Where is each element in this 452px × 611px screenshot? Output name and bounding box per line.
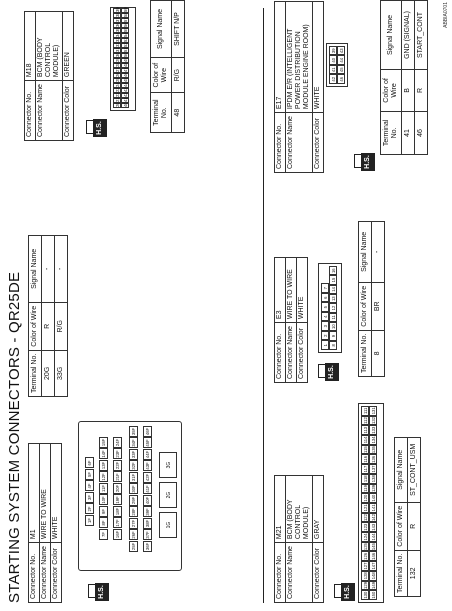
pin-cell: 149 (371, 581, 376, 589)
connector-no: M21 (275, 476, 286, 543)
label: Connector Color (297, 323, 308, 383)
connector-no: M18 (25, 12, 36, 81)
pin-cell: 11 (329, 313, 337, 322)
pin-cell: 137 (371, 465, 376, 473)
pin-cell: 138 (371, 475, 376, 483)
pin-cell: 2G (159, 482, 177, 508)
signal-cell: - (42, 235, 55, 302)
pin-cell: 126 (363, 552, 368, 560)
pin-cell: 21F (115, 473, 120, 481)
connector-color: WHITE (51, 444, 62, 543)
pin-row (361, 406, 369, 600)
pin-cell: 24 (115, 82, 120, 87)
pin-cell: 3 (321, 322, 329, 332)
label: Connector Color (313, 113, 324, 173)
col-color: Color of Wire (29, 302, 42, 350)
pin-cell: 43 (337, 46, 345, 56)
connector-m18-diagram (110, 7, 136, 111)
pin-cell: 119 (363, 485, 368, 492)
pin-cell: 117 (363, 465, 368, 473)
pin-cell: 24F (115, 438, 120, 447)
pin-cell: 127 (363, 562, 368, 570)
label: Connector No. (275, 113, 286, 173)
pin-cell: 124 (363, 533, 368, 541)
pin-cell: 118 (363, 475, 368, 483)
label: Connector Color (63, 81, 74, 141)
connector-e17-panel (274, 1, 324, 173)
pin-cell: 8 (329, 341, 337, 350)
figure-id: ABBIA0701 (443, 2, 449, 28)
col-signal: Signal Name (381, 1, 402, 70)
terminal-cell: 20G (42, 350, 55, 396)
col-color: Color of Wire (395, 502, 408, 550)
pin-cell: 141 (371, 504, 376, 512)
pin-cell: 29 (115, 57, 120, 62)
connector-e3-panel (274, 257, 308, 383)
pin-cell: 32 (115, 42, 120, 47)
connector-no: E17 (275, 2, 286, 113)
pin-cell: 10F (101, 496, 106, 504)
connector-m1-signal-panel (28, 235, 68, 397)
pin-cell: 144 (371, 533, 376, 541)
label: Connector Name (36, 81, 63, 141)
pin-cell: 6 (321, 293, 329, 303)
pin-cell: 40 (123, 102, 128, 107)
harness-side-icon: H.S. (354, 151, 376, 171)
wire-color-cell: R (42, 302, 55, 350)
connector-m1-info (28, 443, 62, 603)
connector-m18-panel (24, 11, 74, 141)
signal-cell: START_CONT (415, 1, 428, 70)
pin-cell: 114 (363, 436, 368, 444)
pin-cell: 130 (363, 591, 368, 599)
pin-cell: 45 (337, 65, 345, 75)
pin-cell: 16F (115, 530, 120, 539)
pin-cell: 42 (329, 75, 337, 85)
connector-m21-signal-panel (394, 437, 421, 597)
connector-name: BCM (BODY CONTROL MODULE) (36, 12, 63, 81)
pin-cell: 26F (131, 531, 136, 539)
pin-cell: 55 (123, 27, 128, 32)
pin-cell: 134 (371, 436, 376, 444)
connector-no: M1 (29, 444, 40, 543)
pin-cell: 38 (115, 12, 120, 17)
terminal-cell: 33G (55, 350, 68, 396)
label: Connector Name (286, 113, 313, 173)
pin-cell: 46F (145, 427, 150, 436)
pin-cell: 44 (337, 56, 345, 66)
pin-cell: 32F (131, 462, 136, 470)
pin-cell: 38F (145, 519, 150, 528)
signal-table (28, 235, 68, 397)
connector-m21-info (274, 475, 324, 603)
pin-cell: 28F (131, 508, 136, 516)
pin-cell: 1 (321, 341, 329, 351)
connector-name: BCM (BODY CONTROL MODULE) (286, 476, 313, 543)
connector-m1-diagram (78, 421, 182, 571)
pin-cell: 29F (131, 496, 136, 505)
pin-cell: 112 (363, 417, 368, 424)
pin-cell: 12 (329, 303, 337, 312)
col-signal: Signal Name (395, 437, 408, 502)
label: Connector No. (275, 323, 286, 383)
pin-cell: 40 (329, 56, 337, 66)
col-terminal: Terminal No. (359, 330, 372, 376)
pin-cell: 3G (159, 452, 177, 478)
pin-cell: 12F (101, 473, 106, 481)
col-signal: Signal Name (29, 235, 42, 302)
pin-cell: 14 (329, 285, 337, 294)
pin-cell: 122 (363, 514, 368, 522)
connector-color: GREEN (63, 12, 74, 81)
signal-table (358, 221, 385, 377)
pin-cell: 27 (115, 67, 120, 72)
col-terminal: Terminal No. (381, 111, 402, 154)
col-terminal: Terminal No. (151, 93, 172, 133)
pin-cell: 47 (123, 67, 128, 72)
connector-e17-info (274, 1, 324, 173)
label: Connector Name (286, 323, 297, 383)
signal-cell: SHIFT N/P (172, 1, 185, 58)
pin-cell: 128 (363, 572, 368, 580)
pin-cell: 28 (115, 62, 120, 67)
pin-cell: 150 (371, 591, 376, 599)
pin-cell: 39 (329, 46, 337, 56)
terminal-cell: 132 (408, 550, 421, 596)
pin-cell: 18F (115, 507, 120, 516)
pin-cell: 135 (371, 446, 376, 454)
pin-cell: 8F (99, 518, 108, 529)
pin-cell: 42 (123, 92, 128, 97)
pin-cell: 19F (115, 496, 120, 504)
pin-cell: 9 (329, 331, 337, 340)
pin-cell: 45F (145, 439, 150, 447)
pin-cell: 146 (371, 552, 376, 560)
pin-cell: 125 (363, 543, 368, 551)
pin-cell: 31F (131, 473, 136, 482)
terminal-cell: 46 (415, 111, 428, 154)
pin-cell: 15F (101, 438, 106, 447)
col-signal: Signal Name (359, 221, 372, 282)
harness-side-icon: H.S. (318, 361, 340, 381)
table-row (172, 1, 185, 133)
pin-cell: 133 (371, 426, 376, 434)
table-row (408, 437, 421, 596)
connector-name: WIRE TO WIRE (40, 444, 51, 543)
connector-m21-diagram (358, 403, 384, 603)
pin-cell: 39 (115, 7, 120, 12)
pin-cell: 140 (371, 494, 376, 502)
pin-cell: 132 (371, 417, 376, 424)
pin-cell: 17F (115, 519, 120, 527)
pin-row (121, 7, 129, 108)
pin-cell: 123 (363, 523, 368, 531)
terminal-cell: 41 (402, 111, 415, 154)
connector-m21-panel (274, 475, 324, 603)
pin-row (113, 7, 121, 108)
pin-cell: 5 (321, 303, 329, 313)
pin-row (369, 406, 377, 600)
connector-m18-info (24, 11, 74, 141)
pin-cell: 4 (321, 312, 329, 322)
pin-cell: 7 (321, 284, 329, 294)
harness-side-icon: H.S. (88, 581, 110, 601)
connector-e17-diagram (326, 43, 348, 87)
pin-cell: 53 (123, 37, 128, 42)
col-signal: Signal Name (151, 1, 172, 58)
pin-cell: 5F (85, 469, 94, 480)
pin-cell: 27F (131, 519, 136, 528)
label: Connector No. (25, 81, 36, 141)
pin-cell: 145 (371, 543, 376, 551)
pin-row (329, 266, 337, 350)
pin-cell: 35F (131, 427, 136, 436)
pin-cell: 1G (159, 512, 177, 538)
connector-color: GRAY (313, 476, 324, 543)
pin-cell: 39F (145, 508, 150, 516)
pin-cell: 50 (123, 52, 128, 57)
table-row (415, 1, 428, 155)
pin-cell: 6F (85, 458, 94, 469)
pin-cell: 120 (363, 494, 368, 502)
connector-name: IPDM E/R (INTELLIGENT POWER DISTRIBUTION MODULE ENGINE ROOM) (286, 2, 313, 113)
connector-m1-panel (28, 443, 62, 603)
pin-cell: 4F (85, 481, 94, 492)
label: Connector Color (51, 543, 62, 603)
signal-table (394, 437, 421, 597)
pin-cell: 52 (123, 42, 128, 47)
pin-row (329, 46, 337, 84)
pin-cell: 20F (115, 484, 120, 493)
signal-cell: - (372, 221, 385, 282)
pin-cell: 14F (101, 450, 106, 458)
pin-cell: 2F (85, 504, 94, 515)
pin-cell: 3F (85, 492, 94, 503)
pin-cell: 23 (115, 87, 120, 92)
pin-cell: 45 (123, 77, 128, 82)
pin-cell: 35 (115, 27, 120, 32)
signal-cell: GND (SIGNAL) (402, 1, 415, 70)
pin-cell: 59 (123, 7, 128, 12)
connector-m18-signal-panel (150, 0, 185, 133)
pin-cell: 31 (115, 47, 120, 52)
pin-cell: 20 (115, 102, 120, 107)
pin-cell: 37F (145, 531, 150, 539)
pin-cell: 23F (115, 450, 120, 458)
pin-cell: 139 (371, 484, 376, 492)
signal-table (380, 0, 428, 155)
pin-cell: 15 (329, 275, 337, 284)
pin-cell: 7F (99, 529, 108, 540)
pin-cell: 2 (321, 331, 329, 341)
col-color: Color of Wire (359, 282, 372, 330)
pin-cell: 10 (329, 322, 337, 331)
pin-cell: 43 (123, 87, 128, 92)
harness-side-icon: H.S. (86, 117, 108, 137)
pin-cell: 22 (115, 92, 120, 97)
pin-cell: 116 (363, 455, 368, 463)
connector-color: WHITE (297, 258, 308, 323)
pin-cell: 16 (329, 266, 337, 275)
wire-color-cell: B (402, 70, 415, 112)
pin-cell: 1F (85, 515, 94, 526)
pin-row (321, 266, 329, 350)
label: Connector Name (40, 543, 51, 603)
pin-cell: 147 (371, 562, 376, 570)
col-color: Color of Wire (381, 70, 402, 112)
pin-cell: 58 (123, 12, 128, 17)
signal-table (150, 0, 185, 133)
page-title: STARTING SYSTEM CONNECTORS - QR25DE (6, 271, 23, 603)
pin-cell: 136 (371, 455, 376, 463)
pin-cell: 41F (145, 485, 150, 493)
wire-color-cell: R/G (55, 302, 68, 350)
signal-cell: ST_CONT_USM (408, 437, 421, 502)
label: Connector No. (275, 543, 286, 603)
pin-cell: 40F (145, 496, 150, 505)
pin-cell: 11F (99, 483, 108, 494)
pin-cell: 57 (123, 17, 128, 22)
section-divider (263, 8, 264, 603)
pin-cell: 30F (131, 485, 136, 493)
connector-no: E3 (275, 258, 286, 323)
pin-cell: 25 (115, 77, 120, 82)
pin-cell: 48 (123, 62, 128, 67)
pin-cell: 46 (337, 75, 345, 85)
pin-cell: 51 (123, 47, 128, 52)
pin-cell: 41 (123, 97, 128, 102)
pin-cell: 34 (115, 32, 120, 37)
table-row (402, 1, 415, 155)
pin-cell: 142 (371, 514, 376, 522)
pin-cell: 113 (363, 426, 368, 434)
connector-e17-signal-panel (380, 0, 428, 155)
pin-cell: 131 (371, 407, 376, 415)
terminal-cell: 48 (172, 93, 185, 133)
pin-cell: 148 (371, 572, 376, 580)
pin-cell: 43F (145, 462, 150, 470)
pin-cell: 49 (123, 57, 128, 62)
pin-cell: 30 (115, 52, 120, 57)
table-row (42, 235, 55, 396)
wire-color-cell: BR (372, 282, 385, 330)
pin-cell: 9F (99, 506, 108, 517)
pin-cell: 121 (363, 504, 368, 512)
pin-cell: 21 (115, 97, 120, 102)
pin-cell: 26 (115, 72, 120, 77)
label: Connector Color (313, 543, 324, 603)
col-color: Color of Wire (151, 58, 172, 93)
pin-cell: 115 (363, 446, 368, 453)
connector-e3-signal-panel (358, 221, 385, 377)
wire-color-cell: R (408, 502, 421, 550)
pin-cell: 143 (371, 523, 376, 531)
pin-cell: 36 (115, 22, 120, 27)
connector-color: WHITE (313, 2, 324, 113)
pin-cell: 44 (123, 82, 128, 87)
pin-cell: 37 (115, 17, 120, 22)
pin-cell: 56 (123, 22, 128, 27)
table-row (372, 221, 385, 376)
pin-cell: 13F (101, 461, 106, 470)
pin-row (337, 46, 345, 84)
pin-cell: 34F (131, 439, 136, 447)
connector-name: WIRE TO WIRE (286, 258, 297, 323)
pin-cell: 25F (131, 542, 136, 551)
connector-e3-info (274, 257, 308, 383)
wire-color-cell: R (415, 70, 428, 112)
pin-cell: 36F (145, 542, 150, 551)
terminal-cell: 8 (372, 330, 385, 376)
pin-cell: 129 (363, 581, 368, 589)
table-row (55, 235, 68, 396)
label: Connector Name (286, 543, 313, 603)
col-terminal: Terminal No. (29, 350, 42, 396)
pin-cell: 111 (363, 407, 368, 414)
harness-side-icon: H.S. (334, 581, 356, 601)
pin-cell: 46 (123, 72, 128, 77)
connector-e3-diagram (318, 263, 342, 353)
pin-cell: 22F (115, 461, 120, 470)
wire-color-cell: R/G (172, 58, 185, 93)
pin-cell: 33F (131, 450, 136, 459)
pin-cell: 41 (329, 65, 337, 75)
pin-cell: 42F (145, 473, 150, 482)
pin-cell: 33 (115, 37, 120, 42)
pin-cell: 44F (145, 450, 150, 459)
label: Connector No. (29, 543, 40, 603)
col-terminal: Terminal No. (395, 550, 408, 596)
signal-cell: - (55, 235, 68, 302)
pin-cell: 54 (123, 32, 128, 37)
pin-cell: 13 (329, 294, 337, 303)
